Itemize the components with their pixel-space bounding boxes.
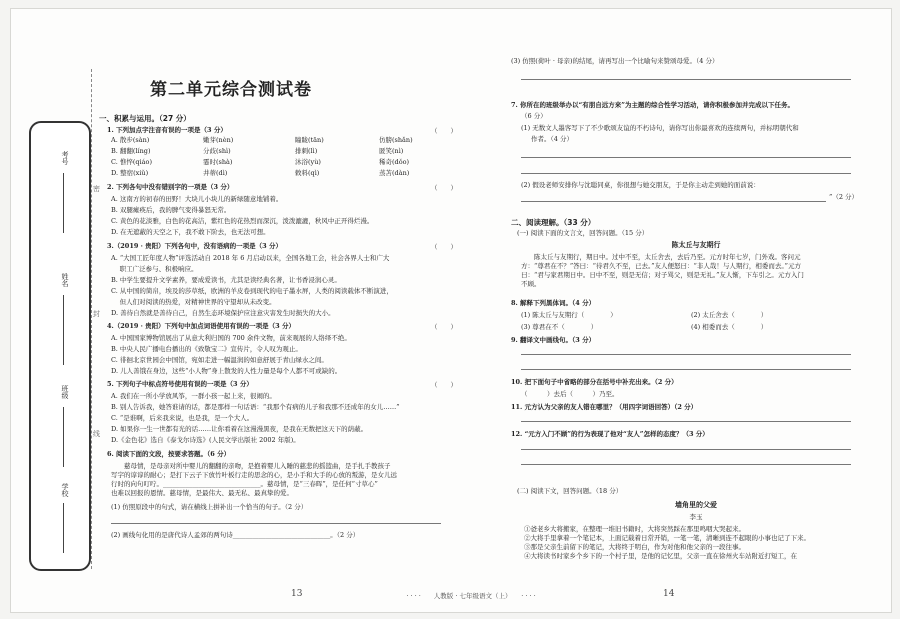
q4-opt-d: D. 儿人善饿在身边，这些“小人物”身上散发的人性力量是每个人都不可或缺的。 <box>111 367 342 375</box>
part-a-heading: (一) 阅读下面的文言文，回答问题。（15 分） <box>517 229 649 237</box>
q6-sub3-answer-line-1 <box>521 79 851 80</box>
part-a-passage-line: 曰：“君与家君期日中。日中不至，则是无信；对子骂父，则是无礼。”友人惭，下车引之。元方入门 <box>521 271 804 279</box>
q1-opt-c3: 沐浴(yù) <box>295 158 321 166</box>
q6-passage-line: 慈母情，是母亲对所中婴儿的翻翻的亲吻，是抱着婴儿入睡的慈悲的摇篮曲，是手扎手教孩子 <box>111 462 391 470</box>
q3-answer-paren: （ ） <box>431 243 457 251</box>
q9-stem: 9. 翻译文中画线句。（3 分） <box>511 336 596 344</box>
q7-sub1: (1) 无数文人墨客写下了不少歌颂友谊的不朽诗句，请你写出你最喜欢的连续两句，并标明朝代和 <box>521 124 799 132</box>
q7-score: （6 分） <box>521 112 547 120</box>
page-title: 第二单元综合测试卷 <box>150 80 312 100</box>
part-b-author: 李玉 <box>689 513 703 521</box>
exam-number-line <box>63 173 64 233</box>
q1-opt-d3: 敕料(qì) <box>295 169 320 177</box>
q1-opt-c1: C. 憔悴(qiáo) <box>111 158 152 166</box>
q1-opt-b3: 排刺(lì) <box>295 147 318 155</box>
q1-opt-a1: A. 散步(sàn) <box>111 136 150 144</box>
school-line <box>63 503 64 553</box>
class-label: 班级 <box>61 385 69 399</box>
q1-answer-paren: （ ） <box>431 127 457 135</box>
q7-sub2-answer-line <box>521 201 826 202</box>
seal-mark-xian: 线 <box>93 430 100 438</box>
q5-opt-d: D.《金色花》选自《泰戈尔诗选》(人民文学出版社 2002 年版)。 <box>111 436 300 444</box>
q1-opt-a4: 仿膀(shǎn) <box>379 136 413 144</box>
q1-opt-b4: 匿笑(nì) <box>379 147 404 155</box>
part-a-passage-line: 方：“尊君在不？”答曰：“待君久不至，已去。”友人便怒曰：“非人哉！与人期行，相委而去。”元方 <box>521 262 801 270</box>
q4-answer-paren: （ ） <box>431 323 457 331</box>
q12-answer-line-2 <box>521 464 851 465</box>
part-a-title: 陈太丘与友期行 <box>671 240 721 249</box>
q1-opt-b2: 分歧(shì) <box>203 147 231 155</box>
q5-opt-c: C. “是谁啊，后来我来说，也是我，是一个大人。 <box>111 414 254 422</box>
q6-sub2: (2) 画线句化用的是唐代诗人孟郊的两句诗______________________________。（2 分） <box>111 531 360 539</box>
q7-sub1-answer-line-1 <box>521 157 851 158</box>
q6-sub1: (1) 仿照原段中的句式，请在横线上拼补出一个恰当的句子。（2 分） <box>111 503 308 511</box>
seal-mark-mi: 密 <box>93 185 100 193</box>
q7-sub2: (2) 假设老师安排你与沈聪同桌，你很想与她交朋友，于是你主动走到她的面前说： <box>521 181 760 189</box>
q8-c: (3) 尊君在不（ ） <box>521 323 598 331</box>
name-line <box>63 295 64 365</box>
q10-blank: （ ）去后（ ）乃至。 <box>521 390 619 398</box>
q7-sub1-answer-line-2 <box>521 173 851 174</box>
q9-answer-line-1 <box>521 354 851 355</box>
q11-stem: 11. 元方认为父亲的友人错在哪里？（用四字词语回答）（2 分） <box>511 403 698 411</box>
name-label: 姓名 <box>61 273 69 287</box>
part-b-heading: (二) 阅读下文，回答问题。（18 分） <box>517 487 623 495</box>
q1-opt-d4: 蒸苫(dàn) <box>379 169 410 177</box>
q1-opt-d1: D. 整宿(xiǔ) <box>111 169 149 177</box>
q4-opt-b: B. 中央人民广播电台播出的《致敬宝二》宣传片，令人叹为观止。 <box>111 345 302 353</box>
part-a-passage-line: 不顾。 <box>521 280 541 288</box>
q4-opt-a: A. 中国国家博物馆展出了从意大利归国的 700 余件文物，前来观展的人络绎不绝。 <box>111 334 351 342</box>
part-b-passage-line: ②大将手里拿着一个笔记本，上面记载着日常开销，一笔一笔，清晰到连不起眼的小事也记了下来。 <box>511 534 810 542</box>
q6-sub3: (3) 仿照(荷叶 · 母亲)的结尾，请再写出一个比喻句来赞颂母爱。（4 分） <box>511 57 719 65</box>
part-b-passage-line: ④大将读书时家乡个乡下的一个村子里，是他的记忆里，父亲一直在徐州火车站附近打短工，在 <box>511 552 797 560</box>
q2-opt-b: B. 双腿瘫痪后，我的脾气变得暴怒无常。 <box>111 206 231 214</box>
class-line <box>63 407 64 467</box>
q5-opt-a: A. 我们在一所小学放风筝，一群小孩一起上来，很闹的。 <box>111 392 276 400</box>
q2-answer-paren: （ ） <box>431 184 457 192</box>
q12-answer-line-1 <box>521 449 851 450</box>
q8-d: (4) 相委而去（ ） <box>691 323 768 331</box>
q1-opt-d2: 井蒂(dì) <box>203 169 228 177</box>
part-b-passage-line: ③那是父亲生前留下的笔记，大将终于明白，作为对他和他父亲的一段往事。 <box>511 543 745 551</box>
q6-stem: 6. 阅读下面的文段，按要求答题。（6 分） <box>107 450 231 458</box>
q1-opt-a3: 瞳眬(tān) <box>295 136 324 144</box>
q8-stem: 8. 解释下列黑体词。（4 分） <box>511 299 596 307</box>
q2-opt-d: D. 在无遮蔽的天空之下，我不敢下阶去，也无法可想。 <box>111 228 270 236</box>
part-b-passage-line: ①爸老乡大将搬家，在整理一堆旧书籍时，大将突然踩在那里鸣咽大哭起来。 <box>511 525 745 533</box>
q7-sub1-cont: 作者。（4 分） <box>531 135 573 143</box>
q3-opt-a: A. “大国工匠年度人物”评选活动自 2018 年 6 月启动以来，全国各地工会，社会各界人士和广大 <box>111 254 390 262</box>
q2-stem: 2. 下列各句中没有错别字的一项是（3 分） <box>107 183 234 191</box>
school-label: 学校 <box>61 483 69 497</box>
q5-stem: 5. 下列句子中标点符号使用有误的一项是（3 分） <box>107 380 253 388</box>
q5-answer-paren: （ ） <box>431 381 457 389</box>
q4-opt-c: C. 徘徊北京世园会中国馆，宛如走进一幅温润的如意舒展于青山绿水之间。 <box>111 356 328 364</box>
q9-answer-line-2 <box>521 369 851 370</box>
q3-opt-c: C. 从中国的简帛，埃及的莎草纸，欧洲的羊皮卷到现代的电子墨水屏，人类的阅读载体不断演进， <box>111 287 393 295</box>
section-2-heading: 二、阅读理解。（33 分） <box>511 218 596 227</box>
part-b-passage <box>511 525 810 561</box>
page-number-left: 13 <box>291 589 303 599</box>
q1-opt-b1: B. 翻翻(líng) <box>111 147 151 155</box>
q3-opt-c-cont: 但人们对阅读的热爱，对精神世界的守望却从未改变。 <box>111 298 276 306</box>
q1-opt-a2: 嫩芽(nèn) <box>203 136 234 144</box>
book-footer: · · · · 人教版 · 七年级语文（上） · · · · <box>406 592 536 600</box>
seal-cut-line <box>91 69 93 569</box>
q6-passage-line: 写字的谆谆的耐心；是打下云子下放竹叶板行走的思念的心，是小手和大手的心放的叛游，是女儿远 <box>111 471 397 479</box>
q3-stem: 3.（2019 · 贵阳）下列各句中，没有语病的一项是（3 分） <box>107 242 282 250</box>
part-b-title: 墙角里的父爱 <box>675 500 717 509</box>
q3-opt-b: B. 中学生要提升文学素养，要成爱读书，尤其是读经典名著，让书香浸润心灵。 <box>111 276 341 284</box>
q10-stem: 10. 把下面句子中省略的部分在括号中补充出来。（2 分） <box>511 378 678 386</box>
exam-number-label: 考号 <box>61 151 69 165</box>
seal-mark-feng: 封 <box>93 310 100 318</box>
page-number-right: 14 <box>663 589 675 599</box>
q6-passage-line: 也难以回报的恩情。慈母情，是最伟大、最无私、最真挚的爱。 <box>111 489 293 497</box>
q5-opt-b: B. 别人告诉我，她答谁请的话，都是那样一句话语：“我那个有病的儿子和我那不还成年的女儿……” <box>111 403 400 411</box>
exam-sheet <box>10 8 892 613</box>
q1-opt-c4: 稀奇(dǒo) <box>379 158 410 166</box>
q5-opt-d-extra: D. 如果你一生一世都有光的话……让你看着在这漫漫黑夜，是我在无数把这天下的荫蔽。 <box>111 425 368 433</box>
q8-a: (1) 陈太丘与友期行（ ） <box>521 311 617 319</box>
q12-stem: 12. “元方入门不顾”的行为表现了他对“友人”怎样的态度？（3 分） <box>511 430 709 438</box>
q3-opt-d: D. 善待自然就是善待自己，自然生态环境保护应注意灾害发生时损失的大小。 <box>111 309 335 317</box>
part-a-passage-line: 陈太丘与友期行，期日中。过中不至，太丘舍去，去后乃至。元方时年七岁，门外戏。客问元 <box>521 253 801 261</box>
q8-b: (2) 太丘舍去（ ） <box>691 311 768 319</box>
q2-opt-a: A. 这南方的初春的田野！大块儿小块儿的新绿随意地铺着。 <box>111 195 283 203</box>
q2-opt-c: C. 黄色的花淡雅，白色的花高洁，紫红色的花热烈而深沉，泼泼漉漉，秋风中正开得烂漫。 <box>111 217 374 225</box>
q4-stem: 4.（2019 · 贵阳）下列句中加点词语使用有误的一项是（3 分） <box>107 322 295 330</box>
q11-answer-line <box>521 421 851 422</box>
q6-passage <box>111 462 397 498</box>
q7-stem: 7. 你所在的班级举办以“有朋自远方来”为主题的综合性学习活动，请你积极参加并完成以下任务。 <box>511 101 795 109</box>
q6-sub1-answer-line <box>111 523 441 524</box>
section-1-heading: 一、积累与运用。（27 分） <box>99 114 191 123</box>
q1-opt-c2: 霎时(shà) <box>203 158 233 166</box>
student-info-strip <box>29 121 91 571</box>
q3-opt-a-cont: 职工广泛参与、积极响应。 <box>111 265 198 273</box>
q6-passage-line: 行时的向句叮咛。______________________________。慈母情，是“三春晖”，是任何“寸草心” <box>111 480 378 488</box>
part-a-passage <box>521 253 804 289</box>
q1-stem: 1. 下列加点字注音有误的一项是（3 分） <box>107 126 227 134</box>
q7-sub2-tail: ”（2 分） <box>829 193 859 201</box>
